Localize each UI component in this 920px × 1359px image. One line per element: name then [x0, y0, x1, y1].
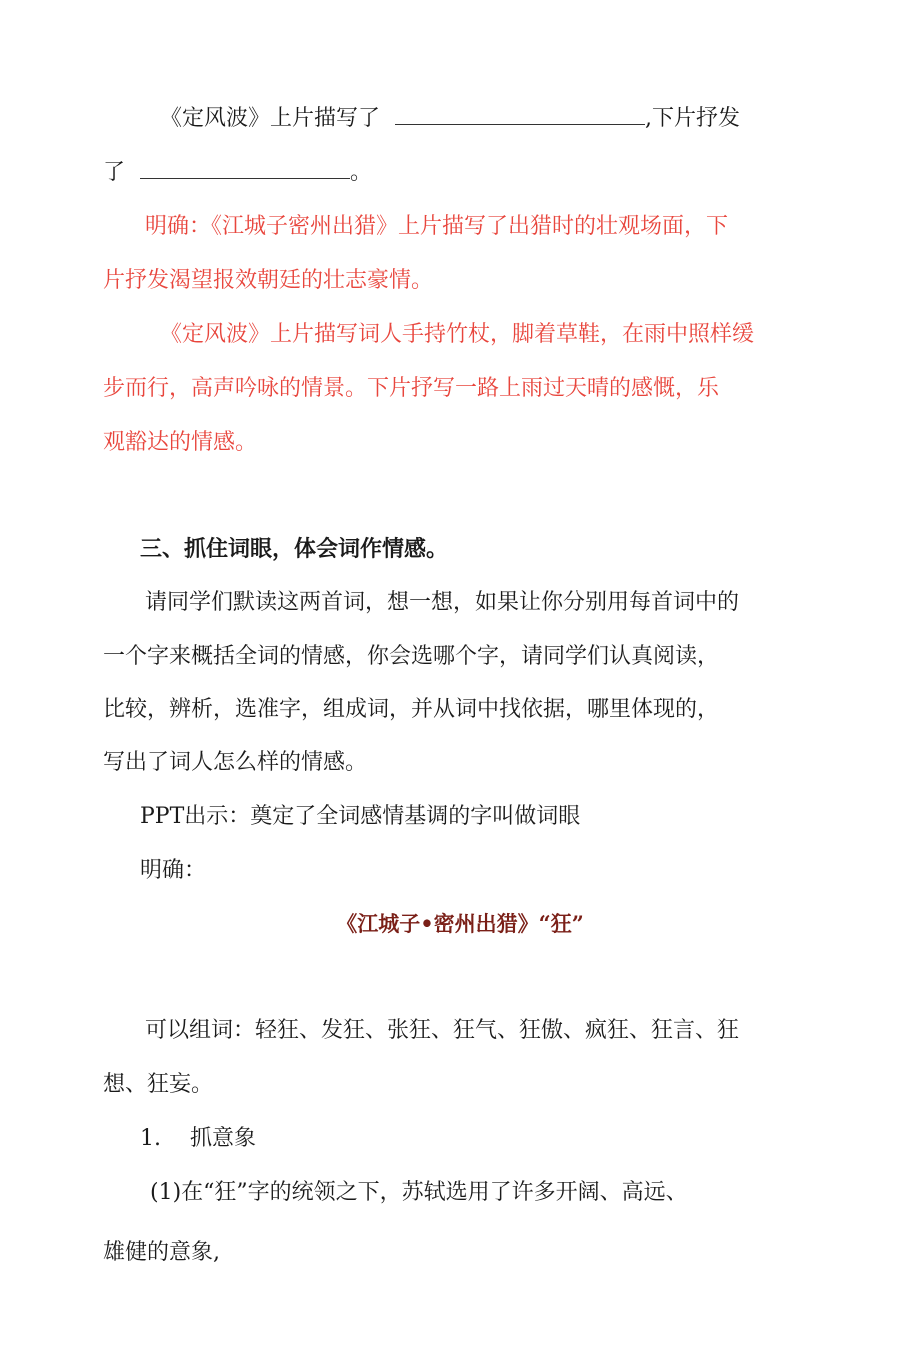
- clarify-label: 明确：: [140, 858, 207, 883]
- question-text: ,下片抒发: [645, 106, 741, 131]
- question-line-2: [103, 158, 372, 188]
- answer1-line-1: 明确：《江城子密州出猎》上片描写了出猎时的壮观场面，下: [145, 214, 729, 239]
- answer1-line-2: 片抒发渴望报效朝廷的壮志豪情。: [103, 268, 434, 293]
- paragraph-line: 一个字来概括全词的情感，你会选哪个字，请同学们认真阅读，: [103, 644, 720, 669]
- poem-title: 《江城子•密州出猎》“狂”: [336, 911, 584, 936]
- fill-blank[interactable]: [395, 104, 645, 125]
- answer2-line-2: 步而行，高声吟咏的情景。下片抒写一路上雨过天晴的感慨，乐: [103, 376, 720, 401]
- paragraph-line: 请同学们默读这两首词，想一想，如果让你分别用每首词中的: [145, 590, 740, 615]
- sub-item-line: (1)在“狂”字的统领之下，苏轼选用了许多开阔、高远、: [150, 1180, 688, 1205]
- list-item-heading: 1. 抓意象: [140, 1126, 256, 1151]
- paragraph-line: 比较，辨析，选准字，组成词，并从词中找依据，哪里体现的，: [103, 697, 720, 722]
- answer2-line-3: 观豁达的情感。: [103, 430, 258, 455]
- question-line-1: [160, 104, 740, 134]
- question-text: 。: [350, 160, 373, 185]
- word-list-line: 可以组词：轻狂、发狂、张狂、狂气、狂傲、疯狂、狂言、狂: [145, 1018, 740, 1043]
- question-text: 了: [103, 160, 126, 185]
- section-heading: 三、抓住词眼，体会词作情感。: [140, 536, 449, 562]
- sub-item-line: 雄健的意象,: [103, 1240, 220, 1265]
- answer2-line-1: 《定风波》上片描写词人手持竹杖，脚着草鞋，在雨中照样缓: [160, 322, 755, 347]
- ppt-note: PPT出示：奠定了全词感情基调的字叫做词眼: [140, 804, 581, 829]
- question-text: 《定风波》上片描写了: [160, 106, 381, 131]
- paragraph-line: 写出了词人怎么样的情感。: [103, 750, 368, 775]
- fill-blank[interactable]: [140, 158, 350, 179]
- word-list-line: 想、狂妄。: [103, 1072, 214, 1097]
